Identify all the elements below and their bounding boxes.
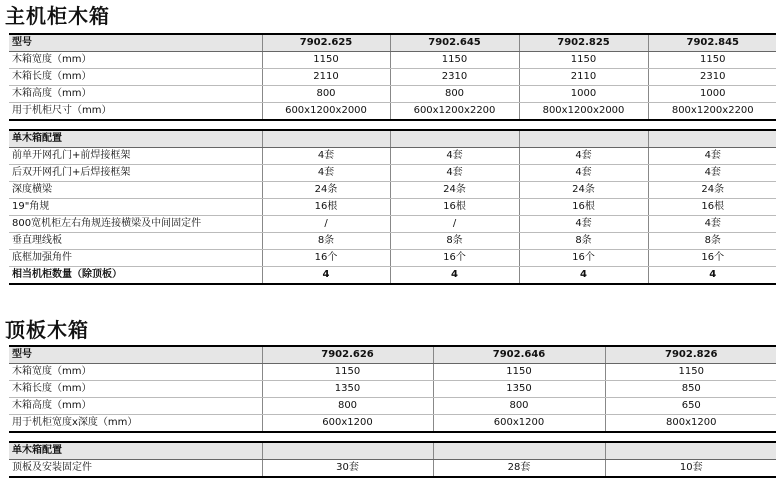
table-cell: 800x1200x2000	[519, 103, 648, 121]
table-cell: 2310	[648, 69, 776, 86]
table-cell: 8条	[262, 233, 390, 250]
table-cell: 850	[605, 381, 776, 398]
table-row	[9, 216, 776, 233]
table-row	[9, 69, 776, 86]
table-cell: 600x1200x2000	[262, 103, 390, 121]
table-cell: 4套	[648, 165, 776, 182]
table-cell: 4套	[519, 148, 648, 165]
table-row	[9, 398, 776, 415]
row-label: 用于机柜宽度x深度（mm）	[9, 415, 262, 433]
table-cell: 16个	[390, 250, 519, 267]
model-number: 7902.825	[519, 34, 648, 52]
model-number: 7902.625	[262, 34, 390, 52]
table-cell: 2310	[390, 69, 519, 86]
table-row	[9, 103, 776, 121]
table-cell: 4套	[519, 165, 648, 182]
table-cell: 800	[433, 398, 605, 415]
row-label: 800宽机柜左右角规连接横梁及中间固定件	[9, 216, 262, 233]
table-row	[9, 148, 776, 165]
table-row	[9, 86, 776, 103]
table-cell: 800x1200	[605, 415, 776, 433]
table-cell: 800	[262, 86, 390, 103]
table-cell: 16根	[262, 199, 390, 216]
table-cell: 4套	[648, 148, 776, 165]
table-cell: 16个	[648, 250, 776, 267]
spec-header-row	[9, 346, 776, 364]
table-row	[9, 165, 776, 182]
table-cell: 800x1200x2200	[648, 103, 776, 121]
table-cell: 2110	[519, 69, 648, 86]
row-label: 顶板及安装固定件	[9, 460, 262, 478]
table-cell: 24条	[648, 182, 776, 199]
row-label: 木箱宽度（mm）	[9, 52, 262, 69]
table-cell: 8条	[519, 233, 648, 250]
table-cell: 1150	[262, 364, 433, 381]
row-label: 木箱长度（mm）	[9, 381, 262, 398]
table-cell: 600x1200x2200	[390, 103, 519, 121]
model-number: 7902.646	[433, 346, 605, 364]
table-cell: 4套	[519, 216, 648, 233]
model-label: 型号	[9, 34, 262, 52]
row-label: 木箱高度（mm）	[9, 86, 262, 103]
table-cell: 4	[262, 267, 390, 285]
total-row	[9, 267, 776, 285]
top-panel-crate-table	[9, 345, 776, 478]
table-cell: 8条	[390, 233, 519, 250]
table-cell: 10套	[605, 460, 776, 478]
table-cell: 24条	[390, 182, 519, 199]
table-cell: 4套	[390, 148, 519, 165]
table-cell: 16个	[262, 250, 390, 267]
table-cell: 1150	[605, 364, 776, 381]
table-cell: 800	[262, 398, 433, 415]
model-number: 7902.626	[262, 346, 433, 364]
table-cell: 28套	[433, 460, 605, 478]
table-cell: 4	[648, 267, 776, 285]
table-cell: 1150	[390, 52, 519, 69]
table-cell: 4套	[262, 165, 390, 182]
table-row	[9, 415, 776, 433]
table-row	[9, 199, 776, 216]
config-header-row	[9, 442, 776, 460]
table-row	[9, 233, 776, 250]
main-cabinet-crate-title: 主机柜木箱	[5, 4, 110, 28]
table-cell: 1000	[519, 86, 648, 103]
top-panel-crate-title: 顶板木箱	[5, 318, 89, 342]
row-label: 木箱宽度（mm）	[9, 364, 262, 381]
row-label: 木箱高度（mm）	[9, 398, 262, 415]
table-cell: 1350	[433, 381, 605, 398]
model-number: 7902.845	[648, 34, 776, 52]
spec-header-row	[9, 34, 776, 52]
main-cabinet-crate-table	[9, 33, 776, 285]
row-label: 底框加强角件	[9, 250, 262, 267]
table-cell: 1150	[648, 52, 776, 69]
table-cell: 4套	[262, 148, 390, 165]
row-label: 木箱长度（mm）	[9, 69, 262, 86]
model-number: 7902.645	[390, 34, 519, 52]
table-cell: 16根	[519, 199, 648, 216]
config-header-label: 单木箱配置	[9, 130, 262, 148]
table-cell: 4套	[390, 165, 519, 182]
row-label: 垂直理线板	[9, 233, 262, 250]
table-cell: 30套	[262, 460, 433, 478]
row-label: 前单开网孔门+前焊接框架	[9, 148, 262, 165]
table-cell: 16根	[390, 199, 519, 216]
row-label: 后双开网孔门+后焊接框架	[9, 165, 262, 182]
row-label: 深度横梁	[9, 182, 262, 199]
table-cell: 1150	[519, 52, 648, 69]
table-spacer	[9, 432, 776, 442]
table-cell: 1150	[262, 52, 390, 69]
row-label: 19"角规	[9, 199, 262, 216]
table-cell: 4	[519, 267, 648, 285]
table-cell: 24条	[262, 182, 390, 199]
table-cell: 650	[605, 398, 776, 415]
table-cell: 1150	[433, 364, 605, 381]
table-cell: 4套	[648, 216, 776, 233]
table-row	[9, 364, 776, 381]
config-header-row	[9, 130, 776, 148]
table-spacer	[9, 120, 776, 130]
model-number: 7902.826	[605, 346, 776, 364]
table-cell: 1000	[648, 86, 776, 103]
table-cell: 800	[390, 86, 519, 103]
table-cell: 1350	[262, 381, 433, 398]
table-cell: 600x1200	[262, 415, 433, 433]
table-cell: /	[390, 216, 519, 233]
table-row	[9, 182, 776, 199]
config-header-label: 单木箱配置	[9, 442, 262, 460]
table-cell: 2110	[262, 69, 390, 86]
model-label: 型号	[9, 346, 262, 364]
table-cell: 8条	[648, 233, 776, 250]
table-row	[9, 460, 776, 478]
row-label: 相当机柜数量（除顶板）	[9, 267, 262, 285]
table-cell: 16根	[648, 199, 776, 216]
table-row	[9, 52, 776, 69]
table-cell: /	[262, 216, 390, 233]
table-cell: 600x1200	[433, 415, 605, 433]
table-row	[9, 250, 776, 267]
table-cell: 16个	[519, 250, 648, 267]
table-row	[9, 381, 776, 398]
row-label: 用于机柜尺寸（mm）	[9, 103, 262, 121]
table-cell: 24条	[519, 182, 648, 199]
table-cell: 4	[390, 267, 519, 285]
